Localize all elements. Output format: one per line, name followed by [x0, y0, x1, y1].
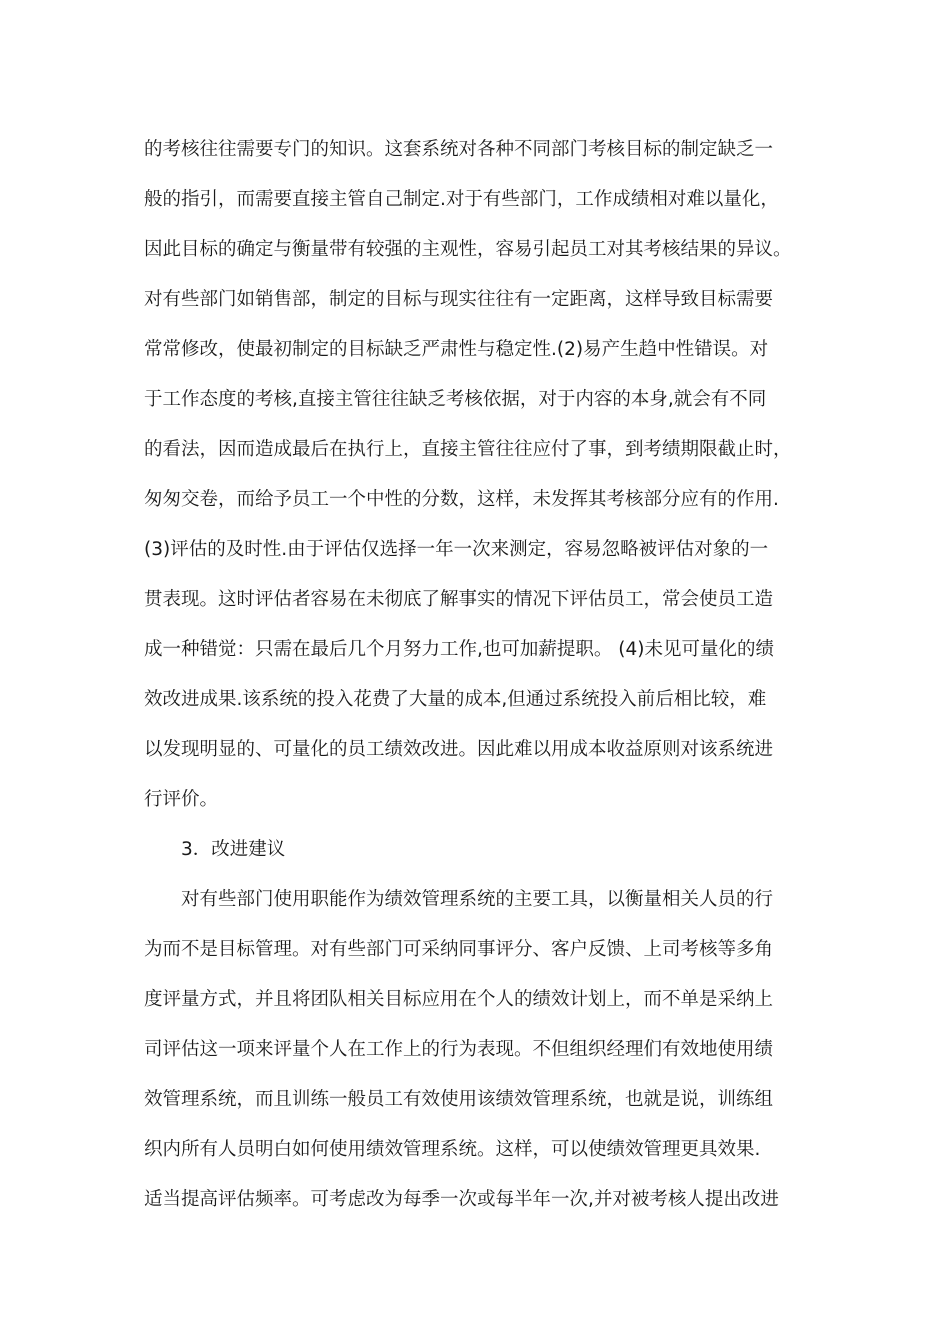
text-line: 常常修改，使最初制定的目标缺乏严肃性与稳定性.(2)易产生趋中性错误。对 — [144, 339, 769, 360]
text-line: 司评估这一项来评量个人在工作上的行为表现。不但组织经理们有效地使用绩 — [144, 1039, 774, 1060]
text-line: 的考核往往需要专门的知识。这套系统对各种不同部门考核目标的制定缺乏一 — [144, 139, 774, 160]
text-line: 效改进成果.该系统的投入花费了大量的成本,但通过系统投入前后相比较，难 — [144, 689, 767, 710]
text-line: 于工作态度的考核,直接主管往往缺乏考核依据，对于内容的本身,就会有不同 — [144, 389, 767, 410]
text-line: 的看法，因而造成最后在执行上，直接主管往往应付了事，到考绩期限截止时， — [144, 439, 792, 460]
text-line: 般的指引，而需要直接主管自己制定.对于有些部门，工作成绩相对难以量化， — [144, 189, 779, 210]
text-line: 度评量方式，并且将团队相关目标应用在个人的绩效计划上，而不单是采纳上 — [144, 989, 774, 1010]
text-line: 行评价。 — [144, 789, 219, 810]
text-line: 对有些部门使用职能作为绩效管理系统的主要工具，以衡量相关人员的行 — [181, 889, 774, 910]
text-line: 以发现明显的、可量化的员工绩效改进。因此难以用成本收益原则对该系统进 — [144, 739, 774, 760]
text-line: 为而不是目标管理。对有些部门可采纳同事评分、客户反馈、上司考核等多角 — [144, 939, 774, 960]
text-line: 织内所有人员明白如何使用绩效管理系统。这样，可以使绩效管理更具效果. — [144, 1139, 761, 1160]
text-line: (3)评估的及时性.由于评估仅选择一年一次来测定，容易忽略被评估对象的一 — [144, 539, 769, 560]
text-line: 对有些部门如销售部，制定的目标与现实往往有一定距离，这样导致目标需要 — [144, 289, 774, 310]
text-line: 适当提高评估频率。可考虑改为每季一次或每半年一次,并对被考核人提出改进 — [144, 1189, 779, 1210]
section-heading: 3．改进建议 — [181, 839, 286, 860]
text-line: 成一种错觉：只需在最后几个月努力工作,也可加薪提职。 (4)未见可量化的绩 — [144, 639, 774, 660]
text-line: 因此目标的确定与衡量带有较强的主观性，容易引起员工对其考核结果的异议。 — [144, 239, 792, 260]
text-line: 匆匆交卷，而给予员工一个中性的分数，这样，未发挥其考核部分应有的作用. — [144, 489, 779, 510]
text-line: 效管理系统，而且训练一般员工有效使用该绩效管理系统，也就是说，训练组 — [144, 1089, 774, 1110]
text-line: 贯表现。这时评估者容易在未彻底了解事实的情况下评估员工，常会使员工造 — [144, 589, 774, 610]
